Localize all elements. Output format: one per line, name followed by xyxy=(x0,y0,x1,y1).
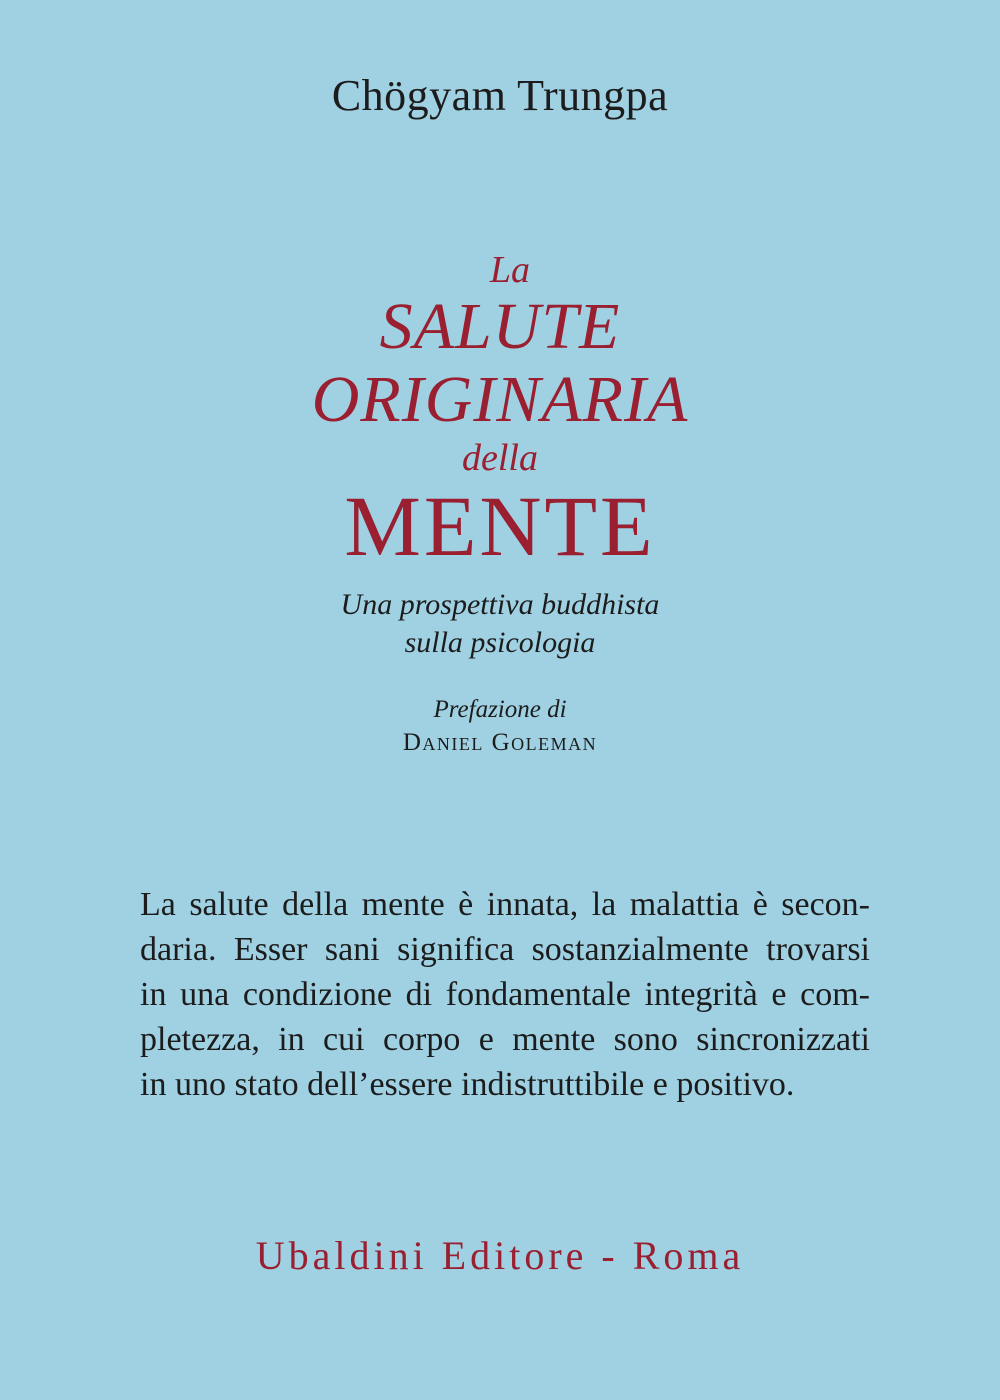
preface-label: Prefazione di xyxy=(433,696,567,723)
book-subtitle xyxy=(0,586,1000,662)
cover-blurb xyxy=(140,882,870,1107)
blurb-line: in una condizione di fondamentale integrità e com- xyxy=(140,976,870,1013)
subtitle-line-2: sulla psicologia xyxy=(404,626,596,659)
preface-author-name: Daniel Goleman xyxy=(402,729,598,756)
title-line-la: La xyxy=(489,249,531,291)
publisher-name: Ubaldini Editore - Roma xyxy=(255,1233,745,1278)
blurb-line: La salute della mente è innata, la malattia è secon- xyxy=(140,886,870,923)
blurb-line: daria. Esser sani significa sostanzialmente trovarsi xyxy=(140,931,870,968)
preface-credit xyxy=(0,694,1000,760)
title-line-salute: SALUTE xyxy=(379,290,621,363)
author-name: Chögyam Trungpa xyxy=(331,71,669,120)
subtitle-line-1: Una prospettiva buddhista xyxy=(340,588,660,621)
title-line-della: della xyxy=(462,437,538,479)
blurb-line: pletezza, in cui corpo e mente sono sincronizzati xyxy=(140,1021,870,1058)
title-line-originaria: ORIGINARIA xyxy=(311,363,689,436)
title-line-mente: MENTE xyxy=(344,478,656,574)
blurb-line: in uno stato dell’essere indistruttibile e positivo. xyxy=(140,1066,795,1103)
book-title xyxy=(0,248,1000,574)
